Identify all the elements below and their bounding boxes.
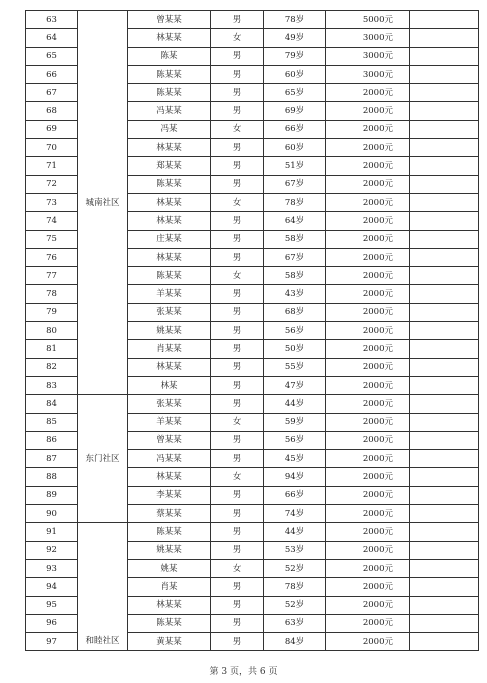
row-number-cell: 86	[26, 431, 78, 449]
amount-cell: 2000元	[326, 376, 410, 394]
name-cell: 林某	[128, 376, 211, 394]
row-number-cell: 89	[26, 486, 78, 504]
name-cell: 林某某	[128, 358, 211, 376]
table-row	[26, 413, 479, 431]
table-row	[26, 102, 479, 120]
table-row	[26, 450, 479, 468]
gender-cell: 男	[211, 450, 264, 468]
amount-cell: 2000元	[326, 322, 410, 340]
age-cell: 67岁	[264, 175, 326, 193]
name-cell: 羊某某	[128, 413, 211, 431]
age-cell: 44岁	[264, 523, 326, 541]
age-cell: 43岁	[264, 285, 326, 303]
table-row	[26, 11, 479, 29]
amount-cell: 2000元	[326, 175, 410, 193]
row-number-cell: 64	[26, 29, 78, 47]
row-number-cell: 90	[26, 505, 78, 523]
name-cell: 姚某某	[128, 541, 211, 559]
community-cell: 城南社区	[78, 193, 128, 211]
row-number-cell: 66	[26, 65, 78, 83]
amount-cell: 3000元	[326, 65, 410, 83]
community-cell: 东门社区	[78, 450, 128, 468]
age-cell: 59岁	[264, 413, 326, 431]
note-cell	[410, 614, 479, 632]
age-cell: 45岁	[264, 450, 326, 468]
name-cell: 蔡某某	[128, 505, 211, 523]
note-cell	[410, 376, 479, 394]
row-number-cell: 78	[26, 285, 78, 303]
note-cell	[410, 120, 479, 138]
name-cell: 陈某	[128, 47, 211, 65]
community-cell	[78, 120, 128, 138]
community-cell	[78, 559, 128, 577]
gender-cell: 男	[211, 139, 264, 157]
amount-cell: 2000元	[326, 303, 410, 321]
name-cell: 李某某	[128, 486, 211, 504]
community-cell	[78, 248, 128, 266]
age-cell: 58岁	[264, 267, 326, 285]
age-cell: 51岁	[264, 157, 326, 175]
age-cell: 56岁	[264, 431, 326, 449]
row-number-cell: 73	[26, 193, 78, 211]
community-cell	[78, 431, 128, 449]
name-cell: 羊某某	[128, 285, 211, 303]
gender-cell: 男	[211, 505, 264, 523]
note-cell	[410, 505, 479, 523]
note-cell	[410, 65, 479, 83]
age-cell: 69岁	[264, 102, 326, 120]
row-number-cell: 97	[26, 633, 78, 651]
community-cell	[78, 47, 128, 65]
community-cell	[78, 505, 128, 523]
age-cell: 66岁	[264, 120, 326, 138]
amount-cell: 2000元	[326, 157, 410, 175]
community-cell	[78, 139, 128, 157]
table-row	[26, 139, 479, 157]
page-number-footer: 第 3 页，共 6 页	[209, 667, 278, 677]
gender-cell: 男	[211, 358, 264, 376]
table-row	[26, 303, 479, 321]
gender-cell: 男	[211, 84, 264, 102]
note-cell	[410, 285, 479, 303]
row-number-cell: 69	[26, 120, 78, 138]
table-row	[26, 157, 479, 175]
row-number-cell: 79	[26, 303, 78, 321]
row-number-cell: 75	[26, 230, 78, 248]
gender-cell: 男	[211, 230, 264, 248]
amount-cell: 2000元	[326, 431, 410, 449]
row-number-cell: 87	[26, 450, 78, 468]
name-cell: 林某某	[128, 212, 211, 230]
gender-cell: 女	[211, 193, 264, 211]
note-cell	[410, 523, 479, 541]
community-cell	[78, 376, 128, 394]
row-number-cell: 92	[26, 541, 78, 559]
table-row	[26, 285, 479, 303]
gender-cell: 男	[211, 431, 264, 449]
note-cell	[410, 175, 479, 193]
gender-cell: 男	[211, 395, 264, 413]
name-cell: 姚某	[128, 559, 211, 577]
note-cell	[410, 322, 479, 340]
gender-cell: 男	[211, 486, 264, 504]
row-number-cell: 93	[26, 559, 78, 577]
age-cell: 53岁	[264, 541, 326, 559]
note-cell	[410, 395, 479, 413]
name-cell: 林某某	[128, 596, 211, 614]
age-cell: 65岁	[264, 84, 326, 102]
age-cell: 94岁	[264, 468, 326, 486]
age-cell: 66岁	[264, 486, 326, 504]
row-number-cell: 88	[26, 468, 78, 486]
note-cell	[410, 193, 479, 211]
gender-cell: 男	[211, 157, 264, 175]
table-row	[26, 486, 479, 504]
amount-cell: 2000元	[326, 468, 410, 486]
note-cell	[410, 303, 479, 321]
age-cell: 67岁	[264, 248, 326, 266]
name-cell: 庄某某	[128, 230, 211, 248]
community-cell	[78, 175, 128, 193]
amount-cell: 2000元	[326, 541, 410, 559]
age-cell: 78岁	[264, 11, 326, 29]
age-cell: 60岁	[264, 139, 326, 157]
row-number-cell: 96	[26, 614, 78, 632]
gender-cell: 男	[211, 596, 264, 614]
age-cell: 55岁	[264, 358, 326, 376]
name-cell: 陈某某	[128, 175, 211, 193]
table-row	[26, 230, 479, 248]
age-cell: 78岁	[264, 193, 326, 211]
amount-cell: 3000元	[326, 29, 410, 47]
note-cell	[410, 47, 479, 65]
table-row	[26, 84, 479, 102]
amount-cell: 2000元	[326, 212, 410, 230]
note-cell	[410, 559, 479, 577]
name-cell: 冯某	[128, 120, 211, 138]
amount-cell: 2000元	[326, 450, 410, 468]
note-cell	[410, 413, 479, 431]
amount-cell: 2000元	[326, 248, 410, 266]
note-cell	[410, 633, 479, 651]
gender-cell: 男	[211, 102, 264, 120]
community-cell	[78, 322, 128, 340]
age-cell: 60岁	[264, 65, 326, 83]
row-number-cell: 82	[26, 358, 78, 376]
community-cell	[78, 468, 128, 486]
amount-cell: 2000元	[326, 358, 410, 376]
name-cell: 陈某某	[128, 523, 211, 541]
amount-cell: 2000元	[326, 614, 410, 632]
name-cell: 冯某某	[128, 450, 211, 468]
community-cell	[78, 395, 128, 413]
row-number-cell: 63	[26, 11, 78, 29]
amount-cell: 2000元	[326, 395, 410, 413]
gender-cell: 男	[211, 322, 264, 340]
community-cell	[78, 230, 128, 248]
note-cell	[410, 340, 479, 358]
age-cell: 84岁	[264, 633, 326, 651]
amount-cell: 2000元	[326, 230, 410, 248]
table-row	[26, 376, 479, 394]
gender-cell: 女	[211, 120, 264, 138]
amount-cell: 2000元	[326, 523, 410, 541]
row-number-cell: 71	[26, 157, 78, 175]
community-cell	[78, 523, 128, 541]
table-row	[26, 267, 479, 285]
gender-cell: 男	[211, 376, 264, 394]
amount-cell: 2000元	[326, 486, 410, 504]
name-cell: 张某某	[128, 395, 211, 413]
gender-cell: 男	[211, 303, 264, 321]
age-cell: 47岁	[264, 376, 326, 394]
table-row	[26, 633, 479, 651]
amount-cell: 2000元	[326, 633, 410, 651]
gender-cell: 女	[211, 267, 264, 285]
community-cell	[78, 413, 128, 431]
row-number-cell: 74	[26, 212, 78, 230]
age-cell: 78岁	[264, 578, 326, 596]
age-cell: 58岁	[264, 230, 326, 248]
gender-cell: 男	[211, 541, 264, 559]
row-number-cell: 65	[26, 47, 78, 65]
row-number-cell: 72	[26, 175, 78, 193]
name-cell: 郑某某	[128, 157, 211, 175]
table-row	[26, 322, 479, 340]
table-row	[26, 578, 479, 596]
amount-cell: 2000元	[326, 285, 410, 303]
gender-cell: 男	[211, 285, 264, 303]
community-cell	[78, 11, 128, 29]
community-cell	[78, 596, 128, 614]
name-cell: 曾某某	[128, 11, 211, 29]
row-number-cell: 84	[26, 395, 78, 413]
table-row	[26, 120, 479, 138]
table-row	[26, 395, 479, 413]
amount-cell: 2000元	[326, 120, 410, 138]
note-cell	[410, 139, 479, 157]
row-number-cell: 76	[26, 248, 78, 266]
community-cell	[78, 212, 128, 230]
community-cell	[78, 267, 128, 285]
name-cell: 林某某	[128, 248, 211, 266]
amount-cell: 2000元	[326, 340, 410, 358]
note-cell	[410, 248, 479, 266]
amount-cell: 2000元	[326, 102, 410, 120]
gender-cell: 男	[211, 65, 264, 83]
amount-cell: 3000元	[326, 47, 410, 65]
community-cell	[78, 303, 128, 321]
recipient-table	[25, 10, 479, 651]
note-cell	[410, 102, 479, 120]
table-row	[26, 193, 479, 211]
community-cell	[78, 358, 128, 376]
community-cell	[78, 285, 128, 303]
amount-cell: 2000元	[326, 139, 410, 157]
table-row	[26, 175, 479, 193]
name-cell: 姚某某	[128, 322, 211, 340]
table-row	[26, 541, 479, 559]
gender-cell: 男	[211, 11, 264, 29]
name-cell: 曾某某	[128, 431, 211, 449]
community-cell	[78, 29, 128, 47]
age-cell: 64岁	[264, 212, 326, 230]
age-cell: 63岁	[264, 614, 326, 632]
note-cell	[410, 486, 479, 504]
gender-cell: 女	[211, 559, 264, 577]
gender-cell: 女	[211, 413, 264, 431]
name-cell: 肖某某	[128, 340, 211, 358]
name-cell: 林某某	[128, 139, 211, 157]
row-number-cell: 94	[26, 578, 78, 596]
community-cell	[78, 157, 128, 175]
gender-cell: 男	[211, 340, 264, 358]
amount-cell: 2000元	[326, 84, 410, 102]
note-cell	[410, 578, 479, 596]
table-row	[26, 340, 479, 358]
name-cell: 陈某某	[128, 614, 211, 632]
row-number-cell: 68	[26, 102, 78, 120]
community-cell	[78, 614, 128, 632]
note-cell	[410, 84, 479, 102]
amount-cell: 2000元	[326, 267, 410, 285]
row-number-cell: 67	[26, 84, 78, 102]
community-cell	[78, 340, 128, 358]
row-number-cell: 83	[26, 376, 78, 394]
name-cell: 张某某	[128, 303, 211, 321]
amount-cell: 2000元	[326, 596, 410, 614]
gender-cell: 男	[211, 248, 264, 266]
table-row	[26, 248, 479, 266]
note-cell	[410, 450, 479, 468]
table-row	[26, 614, 479, 632]
age-cell: 74岁	[264, 505, 326, 523]
row-number-cell: 70	[26, 139, 78, 157]
name-cell: 肖某	[128, 578, 211, 596]
table-row	[26, 29, 479, 47]
amount-cell: 5000元	[326, 11, 410, 29]
amount-cell: 2000元	[326, 413, 410, 431]
age-cell: 52岁	[264, 596, 326, 614]
age-cell: 79岁	[264, 47, 326, 65]
gender-cell: 男	[211, 47, 264, 65]
note-cell	[410, 29, 479, 47]
name-cell: 黄某某	[128, 633, 211, 651]
note-cell	[410, 596, 479, 614]
amount-cell: 2000元	[326, 193, 410, 211]
community-cell	[78, 102, 128, 120]
community-cell: 和睦社区	[78, 633, 128, 651]
amount-cell: 2000元	[326, 505, 410, 523]
gender-cell: 男	[211, 614, 264, 632]
gender-cell: 男	[211, 175, 264, 193]
note-cell	[410, 157, 479, 175]
community-cell	[78, 65, 128, 83]
note-cell	[410, 212, 479, 230]
gender-cell: 男	[211, 578, 264, 596]
table-row	[26, 65, 479, 83]
name-cell: 林某某	[128, 29, 211, 47]
name-cell: 陈某某	[128, 267, 211, 285]
age-cell: 68岁	[264, 303, 326, 321]
table-row	[26, 559, 479, 577]
age-cell: 52岁	[264, 559, 326, 577]
row-number-cell: 77	[26, 267, 78, 285]
row-number-cell: 81	[26, 340, 78, 358]
note-cell	[410, 267, 479, 285]
name-cell: 陈某某	[128, 65, 211, 83]
name-cell: 林某某	[128, 193, 211, 211]
note-cell	[410, 541, 479, 559]
row-number-cell: 80	[26, 322, 78, 340]
amount-cell: 2000元	[326, 578, 410, 596]
row-number-cell: 91	[26, 523, 78, 541]
age-cell: 44岁	[264, 395, 326, 413]
table-row	[26, 431, 479, 449]
community-cell	[78, 541, 128, 559]
note-cell	[410, 11, 479, 29]
gender-cell: 男	[211, 633, 264, 651]
table-row	[26, 358, 479, 376]
table-row	[26, 468, 479, 486]
name-cell: 冯某某	[128, 102, 211, 120]
name-cell: 陈某某	[128, 84, 211, 102]
note-cell	[410, 468, 479, 486]
gender-cell: 男	[211, 212, 264, 230]
age-cell: 50岁	[264, 340, 326, 358]
note-cell	[410, 358, 479, 376]
table-row	[26, 47, 479, 65]
gender-cell: 女	[211, 468, 264, 486]
age-cell: 56岁	[264, 322, 326, 340]
row-number-cell: 95	[26, 596, 78, 614]
age-cell: 49岁	[264, 29, 326, 47]
table-row	[26, 523, 479, 541]
name-cell: 林某某	[128, 468, 211, 486]
note-cell	[410, 230, 479, 248]
community-cell	[78, 486, 128, 504]
table-row	[26, 505, 479, 523]
row-number-cell: 85	[26, 413, 78, 431]
community-cell	[78, 84, 128, 102]
table-row	[26, 596, 479, 614]
gender-cell: 男	[211, 523, 264, 541]
note-cell	[410, 431, 479, 449]
amount-cell: 2000元	[326, 559, 410, 577]
community-cell	[78, 578, 128, 596]
table-row	[26, 212, 479, 230]
gender-cell: 女	[211, 29, 264, 47]
